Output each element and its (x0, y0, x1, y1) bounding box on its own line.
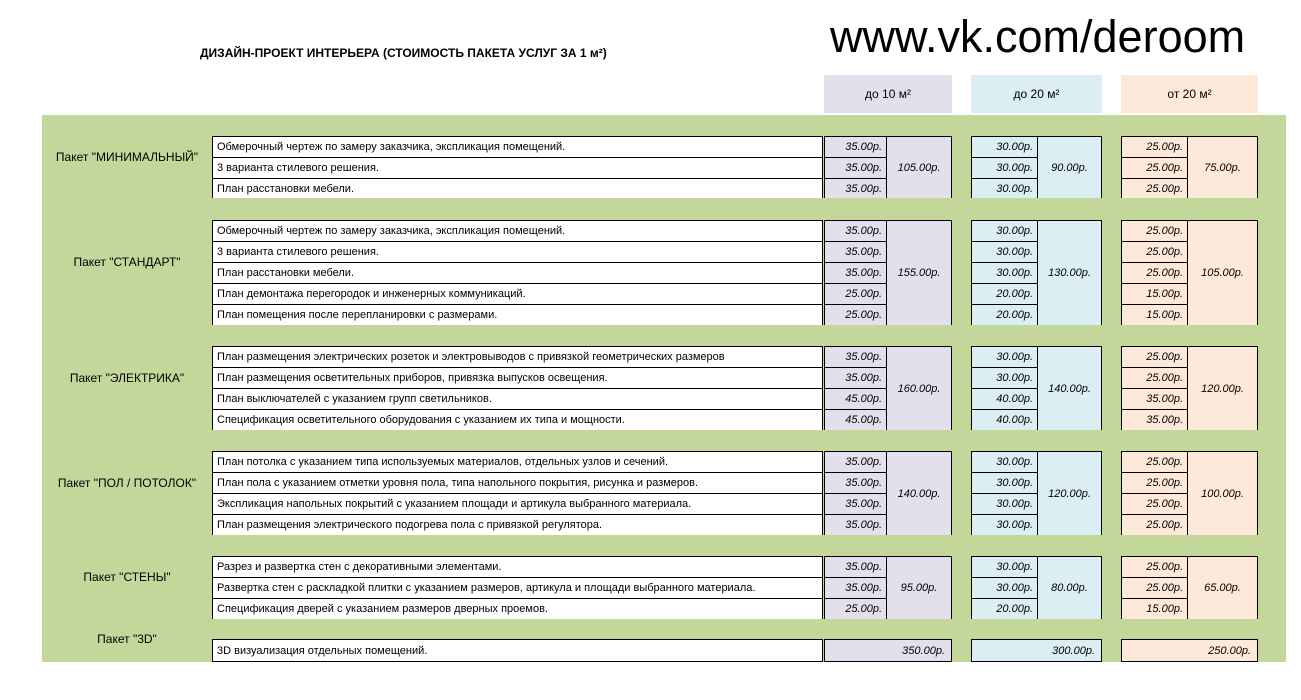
service-price: 30.00р. (971, 241, 1038, 263)
service-price: 15.00р. (1121, 598, 1188, 620)
service-price: 30.00р. (971, 136, 1038, 158)
service-price: 25.00р. (824, 283, 887, 305)
package-total: 140.00р. (1037, 346, 1102, 431)
service-price: 30.00р. (971, 514, 1038, 536)
service-description: План размещения осветительных приборов, привязка выпусков освещения. (212, 367, 823, 389)
package-total: 105.00р. (886, 136, 952, 199)
service-price: 30.00р. (971, 157, 1038, 179)
service-price: 30.00р. (971, 178, 1038, 199)
service-description: 3 варианта стилевого решения. (212, 241, 823, 263)
service-description: Развертка стен с раскладкой плитки с указанием размеров, артикула и площади выбранного материала. (212, 577, 823, 599)
package-total: 100.00р. (1187, 451, 1258, 536)
service-price: 35.00р. (824, 367, 887, 389)
service-price: 35.00р. (1121, 409, 1188, 431)
package-total: 120.00р. (1037, 451, 1102, 536)
tier-header: до 10 м² (824, 75, 952, 113)
service-price: 25.00р. (1121, 136, 1188, 158)
service-description: Спецификация дверей с указанием размеров дверных проемов. (212, 598, 823, 620)
service-price: 25.00р. (1121, 577, 1188, 599)
service-price: 35.00р. (824, 241, 887, 263)
website-url: www.vk.com/deroom (830, 11, 1246, 62)
service-price: 35.00р. (824, 514, 887, 536)
service-description: План расстановки мебели. (212, 178, 823, 199)
service-price: 30.00р. (971, 556, 1038, 578)
package-total: 300.00р. (971, 639, 1102, 662)
package-total: 105.00р. (1187, 220, 1258, 326)
service-price: 25.00р. (824, 598, 887, 620)
package-total: 250.00р. (1121, 639, 1258, 662)
service-description: План пола с указанием отметки уровня пола, типа напольного покрытия, рисунка и размеров. (212, 472, 823, 494)
package-total: 350.00р. (824, 639, 952, 662)
service-price: 25.00р. (1121, 220, 1188, 242)
service-price: 25.00р. (824, 304, 887, 326)
service-description: Спецификация осветительного оборудования с указанием их типа и мощности. (212, 409, 823, 431)
service-price: 40.00р. (971, 388, 1038, 410)
service-description: 3D визуализация отдельных помещений. (212, 639, 823, 662)
service-description: Разрез и развертка стен с декоративными элементами. (212, 556, 823, 578)
service-description: План размещения электрического подогрева пола с привязкой регулятора. (212, 514, 823, 536)
package-name: Пакет "ЭЛЕКТРИКА" (69, 370, 185, 385)
service-price: 35.00р. (824, 493, 887, 515)
package-total: 120.00р. (1187, 346, 1258, 431)
service-price: 45.00р. (824, 409, 887, 431)
service-price: 35.00р. (824, 346, 887, 368)
service-description: План потолка с указанием типа используемых материалов, отдельных узлов и сечений. (212, 451, 823, 473)
service-price: 35.00р. (824, 220, 887, 242)
package-total: 95.00р. (886, 556, 952, 620)
service-description: Экспликация напольных покрытий с указанием площади и артикула выбранного материала. (212, 493, 823, 515)
service-description: Обмерочный чертеж по замеру заказчика, экспликация помещений. (212, 220, 823, 242)
service-price: 30.00р. (971, 346, 1038, 368)
service-price: 30.00р. (971, 367, 1038, 389)
page-title: ДИЗАЙН-ПРОЕКТ ИНТЕРЬЕРА (СТОИМОСТЬ ПАКЕТА УСЛУГ ЗА 1 м²) (200, 46, 607, 60)
package-name: Пакет "ПОЛ / ПОТОЛОК" (57, 475, 197, 490)
service-price: 20.00р. (971, 304, 1038, 326)
package-total: 130.00р. (1037, 220, 1102, 326)
service-price: 40.00р. (971, 409, 1038, 431)
tier-header: до 20 м² (971, 75, 1102, 113)
service-price: 30.00р. (971, 472, 1038, 494)
package-total: 155.00р. (886, 220, 952, 326)
service-description: План расстановки мебели. (212, 262, 823, 284)
service-price: 25.00р. (1121, 556, 1188, 578)
service-price: 35.00р. (824, 556, 887, 578)
service-description: План демонтажа перегородок и инженерных коммуникаций. (212, 283, 823, 305)
package-total: 75.00р. (1187, 136, 1258, 199)
package-total: 65.00р. (1187, 556, 1258, 620)
service-price: 30.00р. (971, 262, 1038, 284)
service-price: 30.00р. (971, 577, 1038, 599)
service-description: Обмерочный чертеж по замеру заказчика, экспликация помещений. (212, 136, 823, 158)
service-price: 25.00р. (1121, 262, 1188, 284)
service-price: 35.00р. (824, 157, 887, 179)
service-price: 20.00р. (971, 598, 1038, 620)
service-price: 15.00р. (1121, 283, 1188, 305)
package-total: 80.00р. (1037, 556, 1102, 620)
service-price: 25.00р. (1121, 346, 1188, 368)
service-price: 45.00р. (824, 388, 887, 410)
service-price: 25.00р. (1121, 178, 1188, 199)
service-description: План помещения после перепланировки с размерами. (212, 304, 823, 326)
package-name: Пакет "3D" (97, 632, 157, 646)
service-price: 30.00р. (971, 451, 1038, 473)
package-name: Пакет "СТЕНЫ" (83, 570, 171, 584)
service-description: План выключателей с указанием групп светильников. (212, 388, 823, 410)
service-price: 35.00р. (1121, 388, 1188, 410)
service-price: 35.00р. (824, 136, 887, 158)
service-price: 25.00р. (1121, 451, 1188, 473)
service-price: 35.00р. (824, 472, 887, 494)
service-price: 15.00р. (1121, 304, 1188, 326)
service-price: 25.00р. (1121, 493, 1188, 515)
package-name: Пакет "МИНИМАЛЬНЫЙ" (55, 150, 199, 164)
service-price: 25.00р. (1121, 157, 1188, 179)
service-description: План размещения электрических розеток и электровыводов с привязкой геометрических размеров (212, 346, 823, 368)
service-price: 25.00р. (1121, 367, 1188, 389)
service-description: 3 варианта стилевого решения. (212, 157, 823, 179)
tier-header: от 20 м² (1121, 75, 1258, 113)
package-total: 140.00р. (886, 451, 952, 536)
service-price: 25.00р. (1121, 472, 1188, 494)
service-price: 25.00р. (1121, 241, 1188, 263)
service-price: 25.00р. (1121, 514, 1188, 536)
service-price: 35.00р. (824, 451, 887, 473)
service-price: 35.00р. (824, 577, 887, 599)
package-total: 90.00р. (1037, 136, 1102, 199)
package-total: 160.00р. (886, 346, 952, 431)
service-price: 35.00р. (824, 178, 887, 199)
package-name: Пакет "СТАНДАРТ" (73, 255, 181, 269)
service-price: 30.00р. (971, 493, 1038, 515)
service-price: 20.00р. (971, 283, 1038, 305)
service-price: 30.00р. (971, 220, 1038, 242)
service-price: 35.00р. (824, 262, 887, 284)
